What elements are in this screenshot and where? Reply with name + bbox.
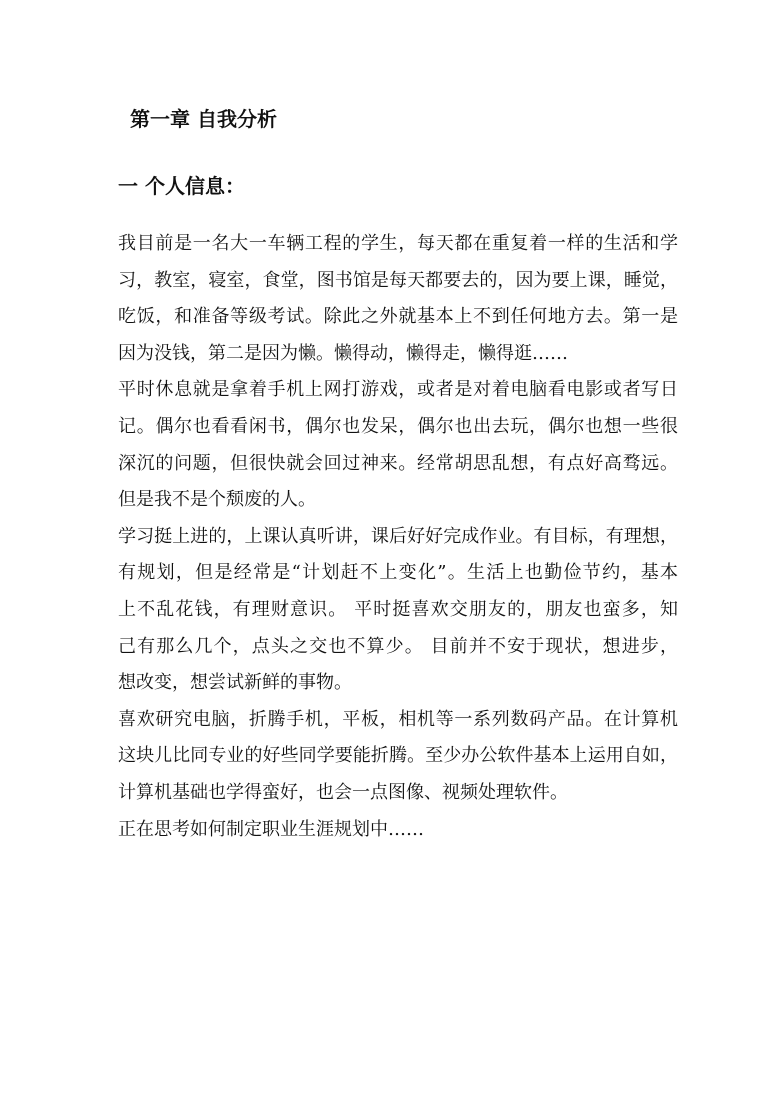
text-line: 深沉的问题，但很快就会回过神来。经常胡思乱想，有点好高骛远。 (118, 452, 678, 474)
text-line: 这块儿比同专业的好些同学要能折腾。至少办公软件基本上运用自如， (118, 745, 678, 767)
text-line: 记。偶尔也看看闲书，偶尔也发呆，偶尔也出去玩，偶尔也想一些很 (118, 415, 678, 437)
text-line: 因为没钱，第二是因为懒。懒得动，懒得走，懒得逛…… (118, 342, 568, 364)
text-line: 但是我不是个颓废的人。 (118, 489, 316, 511)
text-line: 上不乱花钱，有理财意识。 平时挺喜欢交朋友的，朋友也蛮多，知 (118, 598, 678, 620)
section-title: 一 个人信息： (118, 174, 245, 198)
text-line: 学习挺上进的，上课认真听讲，课后好好完成作业。有目标，有理想， (118, 525, 678, 547)
text-line: 有规划，但是经常是“计划赶不上变化”。生活上也勤俭节约，基本 (118, 562, 678, 584)
text-line: 正在思考如何制定职业生涯规划中…… (118, 818, 424, 840)
text-line: 吃饭，和准备等级考试。除此之外就基本上不到任何地方去。第一是 (118, 306, 678, 328)
text-line: 习，教室，寝室，食堂，图书馆是每天都要去的，因为要上课，睡觉， (118, 269, 678, 291)
text-line: 想改变，想尝试新鲜的事物。 (118, 672, 352, 694)
text-line: 己有那么几个，点头之交也不算少。 目前并不安于现状，想进步， (118, 635, 678, 657)
text-line: 计算机基础也学得蛮好，也会一点图像、视频处理软件。 (118, 781, 568, 803)
text-line: 喜欢研究电脑，折腾手机，平板，相机等一系列数码产品。在计算机 (118, 708, 678, 730)
body-text (118, 226, 678, 848)
chapter-title: 第一章 自我分析 (130, 107, 277, 131)
text-line: 我目前是一名大一车辆工程的学生，每天都在重复着一样的生活和学 (118, 233, 678, 254)
text-line: 平时休息就是拿着手机上网打游戏，或者是对着电脑看电影或者写日 (118, 379, 678, 401)
